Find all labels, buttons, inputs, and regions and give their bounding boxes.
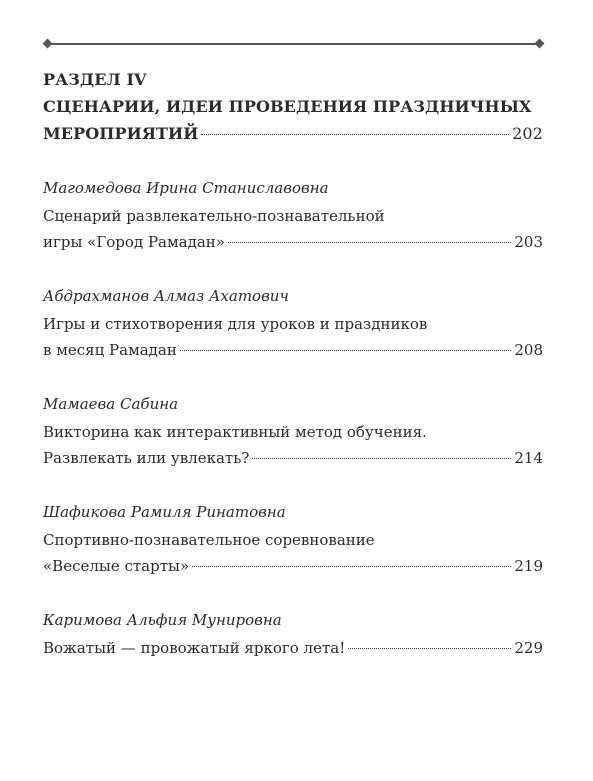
entry-title-row[interactable] (43, 635, 543, 661)
dot-leader (192, 566, 511, 567)
entry-title-line1: Игры и стихотворения для уроков и праздников (43, 315, 428, 333)
entry-title-line2: Развлекать или увлекать? (43, 449, 250, 467)
diamond-left-icon (43, 39, 53, 49)
entry-author: Магомедова Ирина Станиславовна (43, 179, 329, 197)
decorative-header-rule (44, 39, 543, 49)
entry-title-line2: игры «Город Рамадан» (43, 233, 225, 251)
entry-title-line1: Спортивно-познавательное соревнование (43, 531, 375, 549)
entry-title-row[interactable] (43, 229, 543, 255)
entry-title-line1: Сценарий развлекательно-познавательной (43, 207, 385, 225)
entry-title-row[interactable] (43, 553, 543, 579)
table-of-contents (43, 66, 543, 661)
entry-title-line2: Вожатый — провожатый яркого лета! (43, 639, 346, 657)
entry-author: Абдрахманов Алмаз Ахатович (43, 287, 289, 305)
entry-author: Мамаева Сабина (43, 395, 179, 413)
diamond-right-icon (535, 39, 545, 49)
section-title-row[interactable] (43, 120, 543, 147)
entry-author: Каримова Альфия Мунировна (43, 611, 282, 629)
section-page-number: 202 (512, 124, 543, 143)
dot-leader (201, 134, 509, 135)
section-heading (43, 66, 543, 147)
section-title-line2: МЕРОПРИЯТИЙ (43, 124, 199, 143)
entry-page-number: 214 (514, 449, 543, 467)
dot-leader (228, 242, 511, 243)
toc-entry-3 (43, 391, 543, 471)
entry-author: Шафикова Рамиля Ринатовна (43, 503, 286, 521)
dot-leader (180, 350, 512, 351)
entry-page-number: 219 (514, 557, 543, 575)
section-title-line1: СЦЕНАРИИ, ИДЕИ ПРОВЕДЕНИЯ ПРАЗДНИЧНЫХ (43, 97, 532, 116)
entry-title-row[interactable] (43, 337, 543, 363)
entry-page-number: 203 (514, 233, 543, 251)
toc-entry-4 (43, 499, 543, 579)
toc-entry-1 (43, 175, 543, 255)
entry-title-line1: Викторина как интерактивный метод обучения. (43, 423, 427, 441)
toc-entry-2 (43, 283, 543, 363)
entry-page-number: 229 (514, 639, 543, 657)
rule-line (48, 43, 539, 45)
entry-title-row[interactable] (43, 445, 543, 471)
toc-entry-5 (43, 607, 543, 661)
entry-title-line2: «Веселые старты» (43, 557, 190, 575)
dot-leader (348, 648, 511, 649)
entry-page-number: 208 (514, 341, 543, 359)
dot-leader (252, 458, 511, 459)
entry-title-line2: в месяц Рамадан (43, 341, 177, 359)
section-label: РАЗДЕЛ IV (43, 70, 147, 89)
